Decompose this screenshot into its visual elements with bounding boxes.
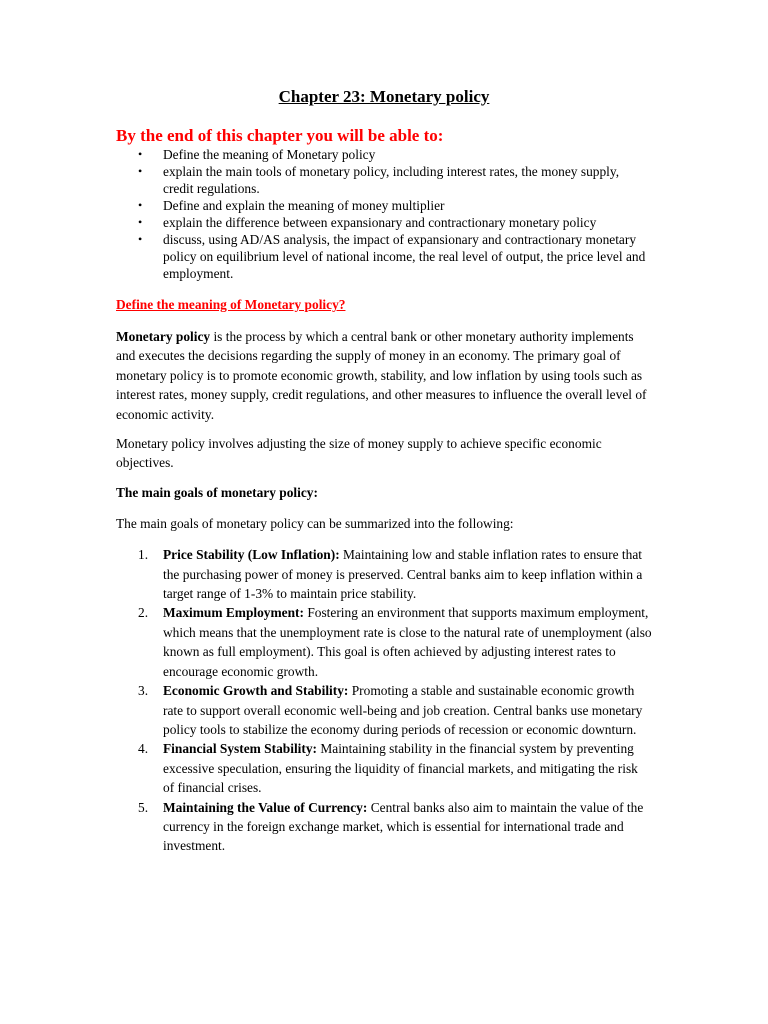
- goals-heading: The main goals of monetary policy:: [116, 484, 318, 500]
- goal-text: Maintaining stability in the financial system by preventing excessive speculation, ensuring the liquidity of financial markets, and mitigating the risk of financial crises.: [163, 741, 638, 796]
- goals-intro: The main goals of monetary policy can be summarized into the following:: [116, 515, 514, 531]
- goal-text: Maintaining low and stable inflation rates to ensure that the purchasing power of money is preserved. Central banks aim to keep inflation within a target range of 1-3% to maintain price stability.: [163, 547, 643, 602]
- list-item-text: discuss, using AD/AS analysis, the impact of expansionary and contractionary monetary policy on equilibrium level of national income, the real level of output, the price level and employment.: [163, 232, 646, 281]
- monetary-policy-paragraph: Monetary policy involves adjusting the size of money supply to achieve specific economic objectives.: [116, 436, 602, 471]
- goal-term: Maintaining the Value of Currency:: [163, 799, 368, 815]
- definition-text: is the process by which a central bank or other monetary authority implements and executes the decisions regarding the supply of money in an economy. The primary goal of monetary policy is to promote economic growth, stability, and low inflation by using tools such as interest rates, money supply, credit regulations, and other measures to influence the overall level of economic activity.: [116, 329, 647, 422]
- bullet-icon: •: [138, 215, 143, 229]
- definition-term: Monetary policy: [116, 329, 211, 344]
- bullet-icon: •: [138, 147, 143, 161]
- list-item: [116, 214, 652, 231]
- goal-number: 4.: [138, 741, 149, 757]
- goals-list: [116, 545, 652, 856]
- list-item-text: explain the difference between expansionary and contractionary monetary policy: [163, 215, 597, 230]
- goal-term: Financial System Stability:: [163, 741, 317, 757]
- list-item: [116, 197, 652, 214]
- goal-number: 3.: [138, 683, 149, 699]
- goal-text: Central banks also aim to maintain the value of the currency in the foreign exchange market, which is essential for international trade and investment.: [163, 799, 644, 854]
- goal-item: [116, 681, 652, 739]
- page-title: Chapter 23: Monetary policy: [278, 87, 490, 106]
- goal-text: Promoting a stable and sustainable economic growth rate to support overall economic well-being and job creation. Central banks use monetary policy tools to stabilize the economy during periods of recession or economic downturn.: [163, 683, 643, 737]
- list-item: [116, 146, 652, 163]
- goal-number: 1.: [138, 547, 149, 563]
- goal-term: Maximum Employment:: [163, 605, 304, 621]
- list-item-text: explain the main tools of monetary policy, including interest rates, the money supply, credit regulations.: [163, 164, 620, 196]
- goal-number: 2.: [138, 605, 149, 621]
- goal-number: 5.: [138, 799, 149, 815]
- goal-item: [116, 603, 652, 681]
- goal-text: Fostering an environment that supports maximum employment, which means that the unemployment rate is close to the natural rate of unemployment (also known as full employment). This goal is often achieved by adjusting interest rates to encourage economic growth.: [163, 605, 652, 679]
- objectives-heading: By the end of this chapter you will be able to:: [116, 126, 444, 145]
- bullet-icon: •: [138, 232, 143, 246]
- bullet-icon: •: [138, 198, 143, 212]
- list-item-text: Define and explain the meaning of money multiplier: [163, 198, 445, 213]
- list-item: [116, 163, 652, 197]
- goal-item: [116, 798, 652, 856]
- bullet-icon: •: [138, 164, 143, 178]
- list-item-text: Define the meaning of Monetary policy: [163, 147, 376, 162]
- goal-term: Price Stability (Low Inflation):: [163, 547, 340, 563]
- goal-term: Economic Growth and Stability:: [163, 683, 349, 699]
- goal-item: [116, 739, 652, 797]
- list-item: [116, 231, 652, 282]
- definition-heading: Define the meaning of Monetary policy?: [116, 297, 346, 312]
- objectives-list: [116, 146, 652, 282]
- definition-paragraph: [116, 327, 652, 424]
- document-page: [116, 86, 652, 856]
- goal-item: [116, 545, 652, 603]
